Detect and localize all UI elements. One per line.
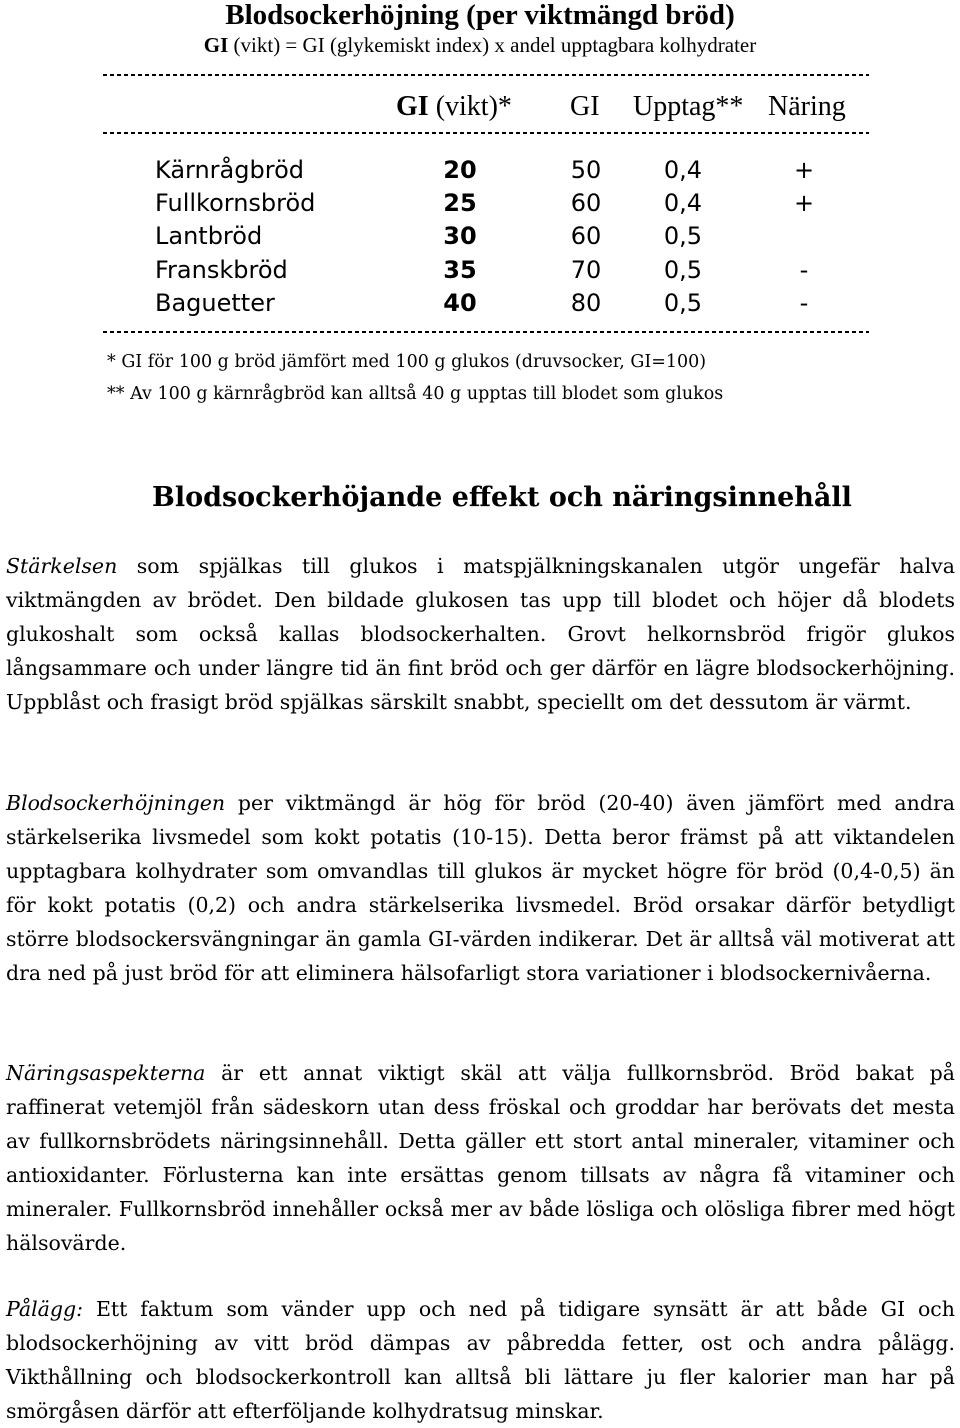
paragraph-lead: Pålägg: [6, 1297, 84, 1321]
paragraph-text: Ett faktum som vänder upp och ned på tidigare synsätt är att både GI och blodsockerhöjning av vitt bröd dämpas av påbredda fetter, ost och andra pålägg. Vikthållning och blodsockerkontroll kan alltså bli lättare ju fler kalorier man har på smörgåsen därför att efterföljande kolhydratsug minskar. [6, 1297, 955, 1424]
paragraph-lead: Näringsaspekterna [6, 1061, 206, 1085]
paragraph-nutrition [6, 1056, 955, 1261]
bread-name: Lantbröd [155, 222, 263, 250]
table-row [0, 253, 960, 287]
header-gi-vikt-rest: (vikt)* [428, 91, 512, 122]
paragraph-toppings [6, 1292, 955, 1428]
gi-vikt-value: 40 [443, 289, 477, 317]
gi-value: 60 [570, 189, 602, 217]
formula-lead: GI [203, 33, 229, 57]
naring-value: + [794, 189, 815, 217]
footnote-upptag: ** Av 100 g kärnrågbröd kan alltså 40 g upptas till blodet som glukos [107, 384, 724, 404]
dashed-divider-bottom [103, 331, 869, 333]
header-gi: GI [570, 91, 600, 122]
footnote-gi: * GI för 100 g bröd jämfört med 100 g glukos (druvsocker, GI=100) [107, 352, 707, 372]
formula-subtitle [0, 32, 960, 58]
page-title: Blodsockerhöjning (per viktmängd bröd) [225, 0, 735, 31]
table-row [0, 186, 960, 220]
formula-text: (vikt) = GI (glykemiskt index) x andel upptagbara kolhydrater [228, 33, 757, 57]
gi-vikt-value: 25 [443, 189, 477, 217]
gi-vikt-value: 20 [443, 156, 477, 184]
gi-value: 80 [570, 289, 602, 317]
paragraph-lead: Blodsockerhöjningen [6, 791, 226, 815]
dashed-divider-header [103, 132, 869, 134]
upptag-value: 0,4 [663, 189, 703, 217]
paragraph-blood-sugar [6, 786, 955, 991]
paragraph-text: som spjälkas till glukos i matspjälkningskanalen utgör ungefär halva viktmängden av brödet. Den bildade glukosen tas upp till blodet och höjer då blodets glukoshalt som också kallas blodsockerhalten. Grovt helkornsbröd frigör glukos långsammare och under längre tid än fint bröd och ger därför en lägre blodsockerhöjning. Uppblåst och frasigt bröd spjälkas särskilt snabbt, speciellt om det dessutom är värmt. [6, 554, 955, 715]
table-row [0, 286, 960, 320]
gi-value: 50 [570, 156, 602, 184]
header-gi-vikt-bold: GI [396, 91, 429, 122]
paragraph-starch [6, 549, 955, 719]
naring-value: - [799, 256, 809, 284]
bread-name: Fullkornsbröd [155, 189, 316, 217]
paragraph-text: är ett annat viktigt skäl att välja fullkornsbröd. Bröd bakat på raffinerat vetemjöl från sädeskorn utan dess fröskal och groddar har berövats det mesta av fullkornsbrödets näringsinnehåll. Detta gäller ett stort antal mineraler, vitaminer och antioxidanter. Förlusterna kan inte ersättas genom tillsats av några få vitaminer och mineraler. Fullkornsbröd innehåller också mer av både lösliga och olösliga fibrer med högt hälsovärde. [6, 1061, 955, 1256]
table-row [0, 153, 960, 187]
upptag-value: 0,5 [663, 222, 703, 250]
section-title: Blodsockerhöjande effekt och näringsinnehåll [152, 482, 852, 513]
gi-value: 70 [570, 256, 602, 284]
upptag-value: 0,5 [663, 256, 703, 284]
header-upptag: Upptag** [633, 91, 744, 122]
gi-vikt-value: 30 [443, 222, 477, 250]
bread-name: Franskbröd [155, 256, 288, 284]
upptag-value: 0,4 [663, 156, 703, 184]
paragraph-lead: Stärkelsen [6, 554, 118, 578]
header-naring: Näring [768, 91, 846, 122]
bread-name: Baguetter [155, 289, 275, 317]
header-gi-vikt [396, 90, 512, 124]
gi-vikt-value: 35 [443, 256, 477, 284]
paragraph-text: per viktmängd är hög för bröd (20-40) även jämfört med andra stärkelserika livsmedel som kokt potatis (10-15). Detta beror främst på att viktandelen upptagbara kolhydrater som omvandlas till glukos är mycket högre för bröd (0,4-0,5) än för kokt potatis (0,2) och andra stärkelserika livsmedel. Bröd orsakar därför betydligt större blodsockersvängningar än gamla GI-värden indikerar. Det är alltså väl motiverat att dra ned på just bröd för att eliminera hälsofarligt stora variationer i blodsockernivåerna. [6, 791, 955, 986]
naring-value: + [794, 156, 815, 184]
gi-value: 60 [570, 222, 602, 250]
dashed-divider-top [103, 74, 869, 76]
bread-name: Kärnrågbröd [155, 156, 304, 184]
naring-value: - [799, 289, 809, 317]
table-row [0, 219, 960, 253]
upptag-value: 0,5 [663, 289, 703, 317]
